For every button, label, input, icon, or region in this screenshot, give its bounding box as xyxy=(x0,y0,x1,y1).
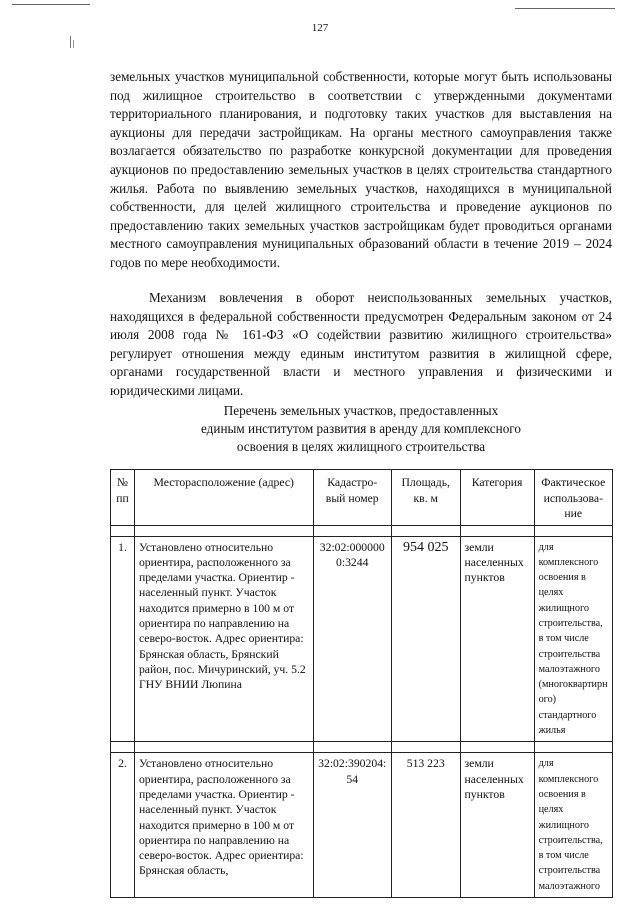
cell-area: 954 025 xyxy=(391,536,460,742)
land-plots-table xyxy=(110,469,613,898)
scan-mark-line xyxy=(515,8,615,9)
cell-address: Установлено относительно ориентира, расположенного за пределами участка. Ориентир - населенный пункт. Участок находится примерно в 100 м от ориентира по направлению на северо-восток. Адрес ориентира: Брянская область, xyxy=(134,753,313,898)
cell-actual-use: для комплексного освоения в целях жилищного строительства, в том числе строительства малоэтажного xyxy=(534,753,612,898)
scan-mark-line xyxy=(12,4,90,5)
paragraph xyxy=(110,68,612,273)
header-cadastral: Кадастро-вый номер xyxy=(313,470,391,526)
list-title xyxy=(110,402,612,456)
cell-cadastral: 32:02:390204:54 xyxy=(313,753,391,898)
scan-mark-tick xyxy=(70,36,71,48)
header-actual-use: Фактическое использова-ние xyxy=(534,470,612,526)
list-title-line: освоения в целях жилищного строительства xyxy=(236,439,486,454)
table-spacer-row xyxy=(111,525,613,536)
header-area: Площадь, кв. м xyxy=(391,470,460,526)
list-title-line: Перечень земельных участков, предоставленных xyxy=(223,403,499,418)
cell-num: 2. xyxy=(111,753,135,898)
paragraph-text: Механизм вовлечения в оборот неиспользованных земельных участков, находящихся в федеральной собственности предусмотрен Федеральным законом от 24 июля 2008 года № 161-ФЗ «О содействии развитию жилищного строительства» регулирует отношения между единым институтом развития в жилищной сфере, органами государственной власти и местного управления и физическими и юридическими лицами. xyxy=(110,290,612,398)
table-row xyxy=(111,536,613,742)
cell-area: 513 223 xyxy=(391,753,460,898)
table-header-row xyxy=(111,470,613,526)
table-spacer-row xyxy=(111,742,613,753)
cell-actual-use: для комплексного освоения в целях жилищного строительства, в том числе строительства малоэтажного (многоквартирного) стандартного жилья xyxy=(534,536,612,742)
paragraph-text: земельных участков муниципальной собственности, которые могут быть использованы под жилищное строительство в соответствии с утвержденными документами территориального планирования, и подготовку таких участков для выставления на аукционы для передачи застройщикам. На органы местного самоуправления также возлагается обязательство по разработке конкурсной документации для проведения аукционов по предоставлению земельных участков в целях строительства стандартного жилья. Работа по выявлению земельных участков, находящихся в муниципальной собственности, для целей жилищного строительства и проведение аукционов по предоставлению таких земельных участков застройщикам будет проводиться органами местного самоуправления муниципальных образований области в течение 2019 – 2024 годов по мере необходимости. xyxy=(110,69,612,270)
scan-mark-tick xyxy=(73,40,74,48)
header-address: Месторасположение (адрес) xyxy=(134,470,313,526)
cell-category: земли населенных пунктов xyxy=(460,753,534,898)
cell-num: 1. xyxy=(111,536,135,742)
paragraph xyxy=(110,289,612,401)
page-number: 127 xyxy=(311,22,329,34)
cell-address: Установлено относительно ориентира, расположенного за пределами участка. Ориентир - населенный пункт. Участок находится примерно в 100 м от ориентира по направлению на северо-восток. Адрес ориентира: Брянская область, Брянский район, пос. Мичуринский, уч. 5.2 ГНУ ВНИИ Люпина xyxy=(134,536,313,742)
header-num: № пп xyxy=(111,470,135,526)
table-row xyxy=(111,753,613,898)
list-title-line: единым институтом развития в аренду для комплексного xyxy=(201,421,521,436)
header-category: Категория xyxy=(460,470,534,526)
cell-category: земли населенных пунктов xyxy=(460,536,534,742)
cell-cadastral: 32:02:0000000:3244 xyxy=(313,536,391,742)
